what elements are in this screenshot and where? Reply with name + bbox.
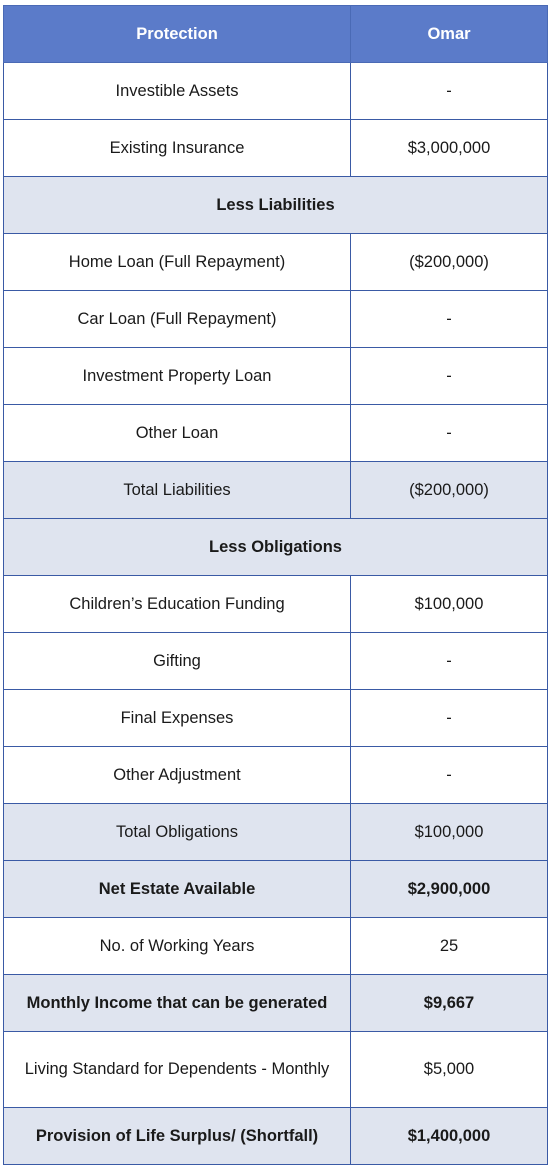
row-label: Provision of Life Surplus/ (Shortfall) <box>4 1108 351 1165</box>
row-value: - <box>351 348 548 405</box>
table-row <box>4 63 548 120</box>
table-row <box>4 234 548 291</box>
header-protection: Protection <box>4 6 351 63</box>
row-value: - <box>351 63 548 120</box>
row-label: Other Adjustment <box>4 747 351 804</box>
row-label: Investment Property Loan <box>4 348 351 405</box>
row-value: - <box>351 633 548 690</box>
table-row <box>4 177 548 234</box>
table-row <box>4 1032 548 1108</box>
table-row <box>4 519 548 576</box>
table-row <box>4 918 548 975</box>
table-row <box>4 690 548 747</box>
row-value: ($200,000) <box>351 234 548 291</box>
section-heading: Less Liabilities <box>4 177 548 234</box>
row-value: $100,000 <box>351 576 548 633</box>
table-body <box>4 63 548 1165</box>
row-value: $2,900,000 <box>351 861 548 918</box>
row-label: Net Estate Available <box>4 861 351 918</box>
table-row <box>4 975 548 1032</box>
row-label: Other Loan <box>4 405 351 462</box>
section-heading: Less Obligations <box>4 519 548 576</box>
table-row <box>4 1108 548 1165</box>
row-label: Children’s Education Funding <box>4 576 351 633</box>
row-label: Gifting <box>4 633 351 690</box>
row-label: No. of Working Years <box>4 918 351 975</box>
row-value: $5,000 <box>351 1032 548 1108</box>
table-row <box>4 804 548 861</box>
row-value: ($200,000) <box>351 462 548 519</box>
row-label: Existing Insurance <box>4 120 351 177</box>
row-value: - <box>351 747 548 804</box>
row-value: - <box>351 291 548 348</box>
table-row <box>4 861 548 918</box>
row-label: Home Loan (Full Repayment) <box>4 234 351 291</box>
table-row <box>4 291 548 348</box>
row-label: Total Obligations <box>4 804 351 861</box>
table-row <box>4 120 548 177</box>
row-value: 25 <box>351 918 548 975</box>
row-value: - <box>351 690 548 747</box>
protection-table <box>3 5 548 1165</box>
table-row <box>4 747 548 804</box>
row-label: Final Expenses <box>4 690 351 747</box>
table-row <box>4 633 548 690</box>
table-header-row <box>4 6 548 63</box>
header-omar: Omar <box>351 6 548 63</box>
table-row <box>4 462 548 519</box>
row-value: $3,000,000 <box>351 120 548 177</box>
row-value: - <box>351 405 548 462</box>
row-label: Monthly Income that can be generated <box>4 975 351 1032</box>
row-value: $1,400,000 <box>351 1108 548 1165</box>
row-value: $100,000 <box>351 804 548 861</box>
row-value: $9,667 <box>351 975 548 1032</box>
table-row <box>4 348 548 405</box>
table-row <box>4 405 548 462</box>
row-label: Total Liabilities <box>4 462 351 519</box>
row-label: Car Loan (Full Repayment) <box>4 291 351 348</box>
row-label: Living Standard for Dependents - Monthly <box>4 1032 351 1108</box>
row-label: Investible Assets <box>4 63 351 120</box>
table-row <box>4 576 548 633</box>
